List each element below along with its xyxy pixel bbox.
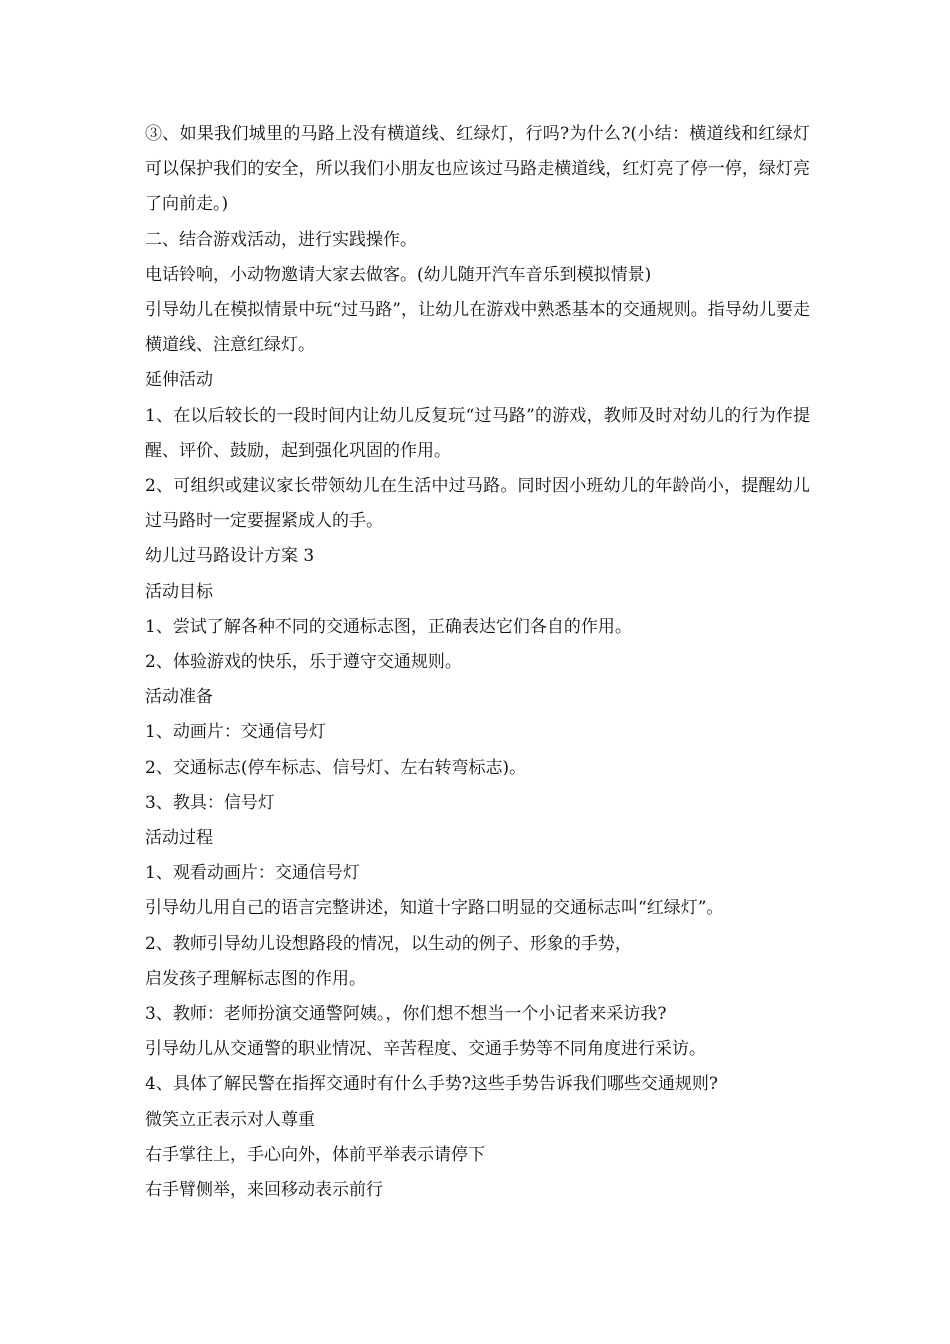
paragraph-process-2: 2、教师引导幼儿设想路段的情况，以生动的例子、形象的手势， [145, 933, 632, 954]
paragraph-goal-2: 2、体验游戏的快乐，乐于遵守交通规则。 [145, 652, 462, 673]
paragraph-guide-crossing-game: 引导幼儿在模拟情景中玩“过马路”，让幼儿在游戏中熟悉基本的交通规则。指导幼儿要走横道线、注意红绿灯。 [145, 300, 810, 356]
paragraph-process-2-detail: 启发孩子理解标志图的作用。 [145, 968, 366, 989]
paragraph-process-1-detail: 引导幼儿用自己的语言完整讲述，知道十字路口明显的交通标志叫“红绿灯”。 [145, 898, 724, 919]
paragraph-summary-crosswalk: ③、如果我们城里的马路上没有横道线、红绿灯，行吗?为什么?(小结：横道线和红绿灯可以保护我们的安全，所以我们小朋友也应该过马路走横道线，红灯亮了停一停，绿灯亮了向前走。) [145, 124, 810, 215]
paragraph-prep-2: 2、交通标志(停车标志、信号灯、左右转弯标志)。 [145, 757, 527, 778]
paragraph-process-3: 3、教师：老师扮演交通警阿姨。，你们想不想当一个小记者来采访我? [145, 1004, 667, 1025]
paragraph-prep-3: 3、教具：信号灯 [145, 792, 275, 813]
heading-extension-activity: 延伸活动 [145, 370, 213, 391]
paragraph-extension-item-2: 2、可组织或建议家长带领幼儿在生活中过马路。同时因小班幼儿的年龄尚小，提醒幼儿过马路时一定要握紧成人的手。 [145, 476, 810, 532]
heading-activity-goals: 活动目标 [145, 581, 213, 602]
heading-plan-3: 幼儿过马路设计方案 3 [145, 546, 315, 567]
paragraph-phone-rings: 电话铃响，小动物邀请大家去做客。(幼儿随开汽车音乐到模拟情景) [145, 264, 652, 285]
paragraph-gesture-stop: 右手掌往上，手心向外，体前平举表示请停下 [145, 1144, 485, 1165]
paragraph-goal-1: 1、尝试了解各种不同的交通标志图，正确表达它们各自的作用。 [145, 616, 632, 637]
paragraph-extension-item-1: 1、在以后较长的一段时间内让幼儿反复玩“过马路”的游戏，教师及时对幼儿的行为作提醒、评价、鼓励，起到强化巩固的作用。 [145, 405, 810, 461]
paragraph-gesture-respect: 微笑立正表示对人尊重 [145, 1109, 315, 1130]
paragraph-process-3-detail: 引导幼儿从交通警的职业情况、辛苦程度、交通手势等不同角度进行采访。 [145, 1039, 706, 1060]
paragraph-process-1: 1、观看动画片：交通信号灯 [145, 863, 360, 884]
heading-activity-process: 活动过程 [145, 828, 213, 849]
paragraph-gesture-go: 右手臂侧举，来回移动表示前行 [145, 1180, 383, 1201]
paragraph-section-two-heading: 二、结合游戏活动，进行实践操作。 [145, 229, 417, 250]
heading-activity-preparation: 活动准备 [145, 687, 213, 708]
paragraph-process-4: 4、具体了解民警在指挥交通时有什么手势?这些手势告诉我们哪些交通规则? [145, 1074, 719, 1095]
paragraph-prep-1: 1、动画片：交通信号灯 [145, 722, 326, 743]
document-page [145, 117, 810, 1208]
